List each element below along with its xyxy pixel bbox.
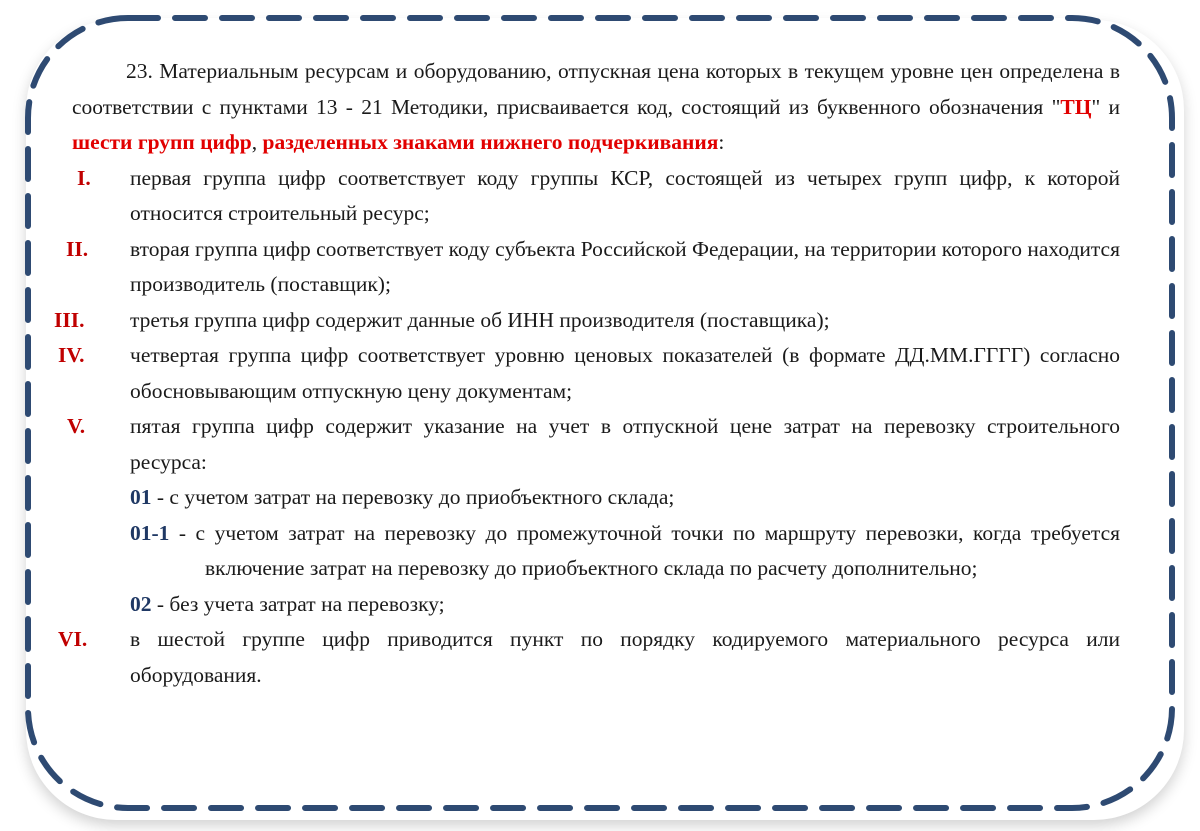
subitem-01-1 <box>130 516 1120 587</box>
item-text: третья группа цифр содержит данные об ИНН производителя (поставщика); <box>130 307 830 332</box>
intro-text-1: 23. Материальным ресурсам и оборудованию, отпускная цена которых в текущем уровне цен определена в соответствии с пунктами 13 - 21 Методики, присваивается код, состоящий из буквенного обозначения " <box>72 59 1120 119</box>
list-item-ii <box>66 232 1120 303</box>
item-numeral: III. <box>54 307 85 332</box>
emphasis-underscore: разделенных знаками нижнего подчеркивания <box>262 130 719 154</box>
item-numeral: IV. <box>58 343 85 367</box>
subitem-text: - с учетом затрат на перевозку до приобъектного склада; <box>151 485 675 509</box>
subitem-code: 02 <box>130 591 152 616</box>
intro-text-2: " и <box>1091 94 1120 119</box>
item-text: вторая группа цифр соответствует коду субъекта Российской Федерации, на территории которого находится производитель (поставщик); <box>130 236 1120 296</box>
list-item-i <box>72 161 1120 232</box>
subitem-code: 01 <box>130 485 152 509</box>
document-body <box>54 54 1120 693</box>
list-item-v <box>67 409 1120 480</box>
list-item-vi <box>58 622 1120 693</box>
emphasis-six-groups: шести групп цифр <box>72 130 252 154</box>
item-numeral: II. <box>66 236 89 261</box>
item-text: пятая группа цифр содержит указание на учет в отпускной цене затрат на перевозку строительного ресурса: <box>130 414 1120 474</box>
intro-paragraph <box>72 54 1120 161</box>
code-tc: ТЦ <box>1060 94 1092 119</box>
list-item-iii <box>54 303 1120 339</box>
item-text: в шестой группе цифр приводится пункт по порядку кодируемого материального ресурса или оборудования. <box>130 627 1120 687</box>
item-text: первая группа цифр соответствует коду группы КСР, состоящей из четырех групп цифр, к которой относится строительный ресурс; <box>130 165 1120 225</box>
item-numeral: V. <box>67 414 86 438</box>
subitem-text: - без учета затрат на перевозку; <box>151 591 445 616</box>
item-numeral: VI. <box>58 627 88 651</box>
subitem-01 <box>130 480 1120 516</box>
intro-text-3: , <box>251 130 263 154</box>
list-item-iv <box>58 338 1120 409</box>
item-text: четвертая группа цифр соответствует уровню ценовых показателей (в формате ДД.ММ.ГГГГ) согласно обосновывающим отпускную цену документам; <box>130 343 1120 403</box>
item-numeral: I. <box>77 165 91 190</box>
subitem-code: 01-1 <box>130 520 170 545</box>
intro-text-4: : <box>718 130 725 154</box>
subitem-text: - с учетом затрат на перевозку до промежуточной точки по маршруту перевозки, когда требуется включение затрат на перевозку до приобъектного склада по расчету дополнительно; <box>169 520 1120 580</box>
subitem-02 <box>130 587 1120 623</box>
